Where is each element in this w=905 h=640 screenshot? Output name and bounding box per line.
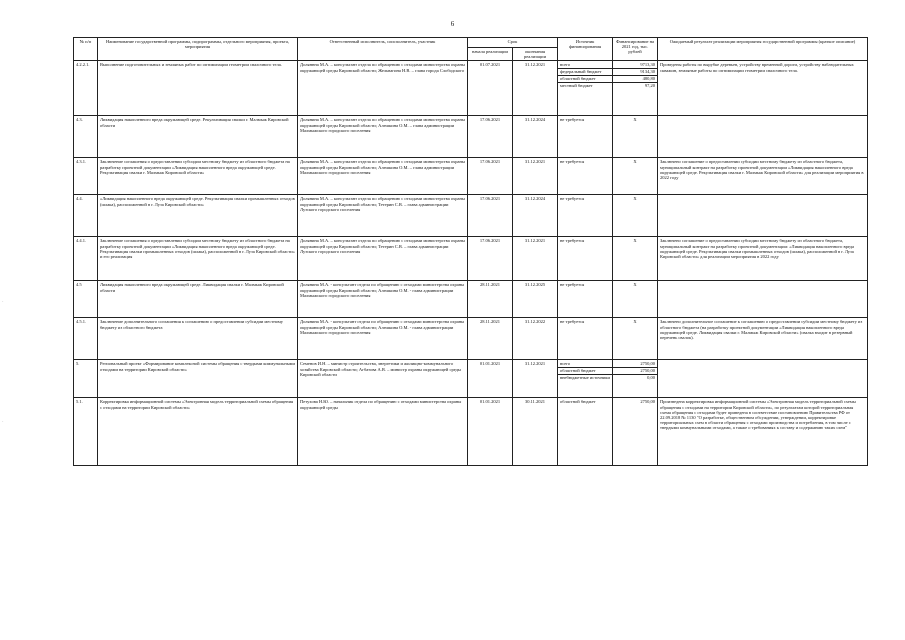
funding-amount: 97,20 bbox=[613, 82, 657, 89]
row-amounts bbox=[613, 158, 658, 195]
row-num: 4.5.1. bbox=[74, 318, 98, 360]
row-sources bbox=[558, 398, 613, 466]
program-table bbox=[73, 37, 868, 466]
row-start: 01.01.2021 bbox=[468, 360, 513, 398]
row-executor: Долянина М.А. – консультант отдела по обращению с отходами министерства охраны окружающей среды Кировской области; Алешкина О.М. – глава администрации Малмыжского городского поселения bbox=[298, 158, 468, 195]
row-end: 31.12.2025 bbox=[513, 281, 558, 318]
funding-source: не требуется bbox=[560, 196, 585, 202]
row-sources bbox=[558, 237, 613, 281]
funding-source: не требуется bbox=[560, 319, 585, 325]
funding-amount: 2750,00 bbox=[640, 399, 656, 405]
funding-amount: X bbox=[633, 319, 637, 325]
row-start: 28.11.2021 bbox=[468, 281, 513, 318]
row-start: 17.06.2021 bbox=[468, 116, 513, 158]
funding-amount: X bbox=[633, 282, 637, 288]
table-row bbox=[74, 398, 868, 466]
funding-amount: X bbox=[633, 159, 637, 165]
funding-source: не требуется bbox=[560, 238, 585, 244]
row-num: 4.3. bbox=[74, 116, 98, 158]
funding-amount: 0,00 bbox=[613, 374, 657, 381]
row-name: Корректировка информационной системы «Электронная модель территориальной схемы обращения с отходами на территории Кировской области» bbox=[98, 398, 298, 466]
row-amounts bbox=[613, 360, 658, 398]
funding-source: областной бюджет bbox=[560, 399, 596, 405]
row-result: Заключено дополнительное соглашение к соглашению о предоставлении субсидии местному бюджету из областного бюджета (на разработку проектной документации «Ликвидация накопленного вреда окружающей среде. Ликвидация свалки г. Малмыж Кировской области» (свалка входит в резервный перечень свалок). bbox=[658, 318, 868, 360]
header-start: начала реализации bbox=[468, 48, 513, 61]
row-executor: Долянина М.А. - консультант отдела по обращению с отходами министерства охраны окружающей среды Кировской области; Алешкина О.М. - глава администрации Малмыжского городского поселения bbox=[298, 318, 468, 360]
funding-amount: X bbox=[633, 117, 637, 123]
row-sources bbox=[558, 360, 613, 398]
row-end: 31.12.2024 bbox=[513, 116, 558, 158]
funding-amount: 480,80 bbox=[613, 75, 657, 82]
row-end: 31.12.2021 bbox=[513, 61, 558, 116]
row-start: 28.11.2021 bbox=[468, 318, 513, 360]
funding-source: местный бюджет bbox=[558, 82, 612, 89]
funding-source: всего bbox=[560, 361, 571, 367]
funding-amount: X bbox=[633, 238, 637, 244]
row-start: 01.07.2021 bbox=[468, 61, 513, 116]
funding-source: областной бюджет bbox=[558, 75, 612, 82]
row-end: 31.12.2021 bbox=[513, 158, 558, 195]
row-executor: Петухова Н.Ю. – начальник отдела по обращению с отходами министерства охраны окружающей среды bbox=[298, 398, 468, 466]
row-sources bbox=[558, 281, 613, 318]
table-row bbox=[74, 281, 868, 318]
row-executor: Долянина М.А. – консультант отдела по обращению с отходами министерства охраны окружающей среды Кировской области; Тетерин С.В. – глава администрации Лузского городского поселения bbox=[298, 195, 468, 237]
row-num: 4.2.2.1. bbox=[74, 61, 98, 116]
funding-source: всего bbox=[560, 62, 571, 68]
row-amounts bbox=[613, 116, 658, 158]
row-num: 5. bbox=[74, 360, 98, 398]
row-start: 17.06.2021 bbox=[468, 195, 513, 237]
funding-amount: X bbox=[633, 196, 637, 202]
row-executor: Семенов И.Н. – министр строительства, энергетики и жилищно-коммунального хозяйства Кировской области; Агбатова А.В. – министр охраны окружающей среды Кировской области bbox=[298, 360, 468, 398]
row-amounts bbox=[613, 398, 658, 466]
table-row bbox=[74, 195, 868, 237]
row-name: Заключение дополнительного соглашения к соглашению о предоставлении субсидии местному бюджету из областного бюджета bbox=[98, 318, 298, 360]
header-finance: Финансирование на 2021 год, тыс. рублей bbox=[613, 38, 658, 61]
row-name: Ликвидация накопленного вреда окружающей среде. Ликвидация свалки г. Малмыж Кировской области bbox=[98, 281, 298, 318]
funding-amount: 2750,00 bbox=[640, 361, 656, 367]
row-end: 30.11.2021 bbox=[513, 398, 558, 466]
funding-source: не требуется bbox=[560, 159, 585, 165]
row-num: 4.4.1. bbox=[74, 237, 98, 281]
row-result: Заключено соглашение о предоставлении субсидии местному бюджету из областного бюджета, муниципальный контракт на разработку проектной документации «Ликвидация накопленного вреда окружающей среде. Рекультивация свалки г. Малмыж Кировской области» для реализации мероприятия в 2022 году bbox=[658, 158, 868, 195]
scan-mark: · bbox=[2, 420, 4, 425]
header-name: Наименование государственной программы, подпрограммы, отдельного мероприятия, проекта, мероприятия bbox=[98, 38, 298, 61]
table-row bbox=[74, 116, 868, 158]
table-row bbox=[74, 237, 868, 281]
funding-source: не требуется bbox=[560, 282, 585, 288]
row-amounts bbox=[613, 195, 658, 237]
table-row bbox=[74, 158, 868, 195]
row-name: Региональный проект «Формирование комплексной системы обращения с твердыми коммунальными отходами на территории Кировской области» bbox=[98, 360, 298, 398]
table-row bbox=[74, 360, 868, 398]
row-sources bbox=[558, 61, 613, 116]
row-end: 31.12.2022 bbox=[513, 318, 558, 360]
row-end: 31.12.2024 bbox=[513, 195, 558, 237]
header-term: Срок bbox=[468, 38, 558, 48]
row-num: 4.5 bbox=[74, 281, 98, 318]
row-sources bbox=[558, 318, 613, 360]
row-start: 01.01.2021 bbox=[468, 398, 513, 466]
row-result bbox=[658, 281, 868, 318]
row-sources bbox=[558, 195, 613, 237]
row-result bbox=[658, 195, 868, 237]
row-end: 31.12.2021 bbox=[513, 360, 558, 398]
row-num: 4.4. bbox=[74, 195, 98, 237]
row-amounts bbox=[613, 237, 658, 281]
header-result: Ожидаемый результат реализации мероприятия государственной программы (краткое описание) bbox=[658, 38, 868, 61]
row-num: 5.1. bbox=[74, 398, 98, 466]
row-amounts bbox=[613, 318, 658, 360]
funding-source: внебюджетные источники bbox=[558, 374, 612, 381]
row-sources bbox=[558, 158, 613, 195]
header-end: окончания реализации bbox=[513, 48, 558, 61]
funding-amount: 9713,30 bbox=[640, 62, 656, 68]
row-executor: Долянина М.А. – консультант отдела по обращению с отходами министерства охраны окружающей среды Кировской области; Алешкина О.М. – глава администрации Малмыжского городского поселения bbox=[298, 116, 468, 158]
header-source: Источник финансирования bbox=[558, 38, 613, 61]
row-result bbox=[658, 116, 868, 158]
header-num: № п/п bbox=[74, 38, 98, 61]
row-start: 17.06.2021 bbox=[468, 158, 513, 195]
funding-amount: 9134,30 bbox=[613, 68, 657, 75]
table-row bbox=[74, 318, 868, 360]
row-executor: Долянина М.А. – консультант отдела по обращению с отходами министерства охраны окружающей среды Кировской области; Тетерин С.В. – глава администрации Лузского городского поселения bbox=[298, 237, 468, 281]
row-name: Выполнение подготовительных и земляных работ по оптимизации геометрии свалочного тела. bbox=[98, 61, 298, 116]
row-name: «Ликвидация накопленного вреда окружающей среде. Рекультивация свалки промышленных отходов (шлака), расположенной в г. Луза Кировской области» bbox=[98, 195, 298, 237]
row-result: Произведена корректировка информационной системы «Электронная модель территориальной схемы обращения с отходами на территории Кировской области», по результатам которой территориальная схема обращения с отходами будет приведена в соответствие постановлению Правительства РФ от 22.09.2018 № 1130 "О разработке, общественном обсуждении, утверждении, корректировке территориальных схем в области обращения с отходами производства и потребления, в том числе с твердыми коммунальными отходами, а также о требованиях к составу и содержанию таких схем" bbox=[658, 398, 868, 466]
page-number: 6 bbox=[450, 20, 455, 28]
funding-amount: 2750,00 bbox=[613, 367, 657, 374]
row-amounts bbox=[613, 61, 658, 116]
header-executor: Ответственный исполнитель, соисполнитель, участник bbox=[298, 38, 468, 61]
row-sources bbox=[558, 116, 613, 158]
row-num: 4.3.1. bbox=[74, 158, 98, 195]
row-name: Ликвидация накопленного вреда окружающей среде. Рекультивация свалки г. Малмыж Кировской области bbox=[98, 116, 298, 158]
funding-source: не требуется bbox=[560, 117, 585, 123]
row-result: Заключено соглашение о предоставлении субсидии местному бюджету из областного бюджета, муниципальный контракт на разработку проектной документации: «Ликвидация накопленного вреда окружающей среде. Рекультивация свалки промышленных отходов (шлака), расположенной в г. Луза Кировской области» для реализации мероприятия в 2022 году bbox=[658, 237, 868, 281]
table-row bbox=[74, 61, 868, 116]
row-amounts bbox=[613, 281, 658, 318]
row-executor: Долянина М.А. - консультант отдела по обращению с отходами министерства охраны окружающей среды Кировской области; Алешкина О.М. - глава администрации Малмыжского городского поселения bbox=[298, 281, 468, 318]
row-start: 17.06.2021 bbox=[468, 237, 513, 281]
row-result bbox=[658, 360, 868, 398]
funding-source: областной бюджет bbox=[558, 367, 612, 374]
row-executor: Доляннна М.А. – консультант отдела по обращению с отходами министерства охраны окружающей среды Кировской области; Жельвагина Н.В. – глава города Слободского bbox=[298, 61, 468, 116]
row-end: 31.12.2021 bbox=[513, 237, 558, 281]
row-result: Проведены работы по вырубке деревьев, устройству временной дороги, устройству наблюдательных скважин, земляные работы по оптимизации геометрии свалочного тела. bbox=[658, 61, 868, 116]
funding-source: федеральный бюджет bbox=[558, 68, 612, 75]
row-name: Заключение соглашения о предоставлении субсидии местному бюджету из областного бюджета на разработку проектной документации «Ликвидация накопленного вреда окружающей среде. Рекультивация свалки г. Малмыж Кировской области» bbox=[98, 158, 298, 195]
scan-mark: · bbox=[2, 300, 4, 305]
row-name: Заключение соглашения о предоставлении субсидии местному бюджету из областного бюджета на разработку проектной документации «Ликвидация накопленного вреда окружающей среде. Рекультивация свалки промышленных отходов (шлака), расположенной в г. Луза Кировской области» и его реализация bbox=[98, 237, 298, 281]
